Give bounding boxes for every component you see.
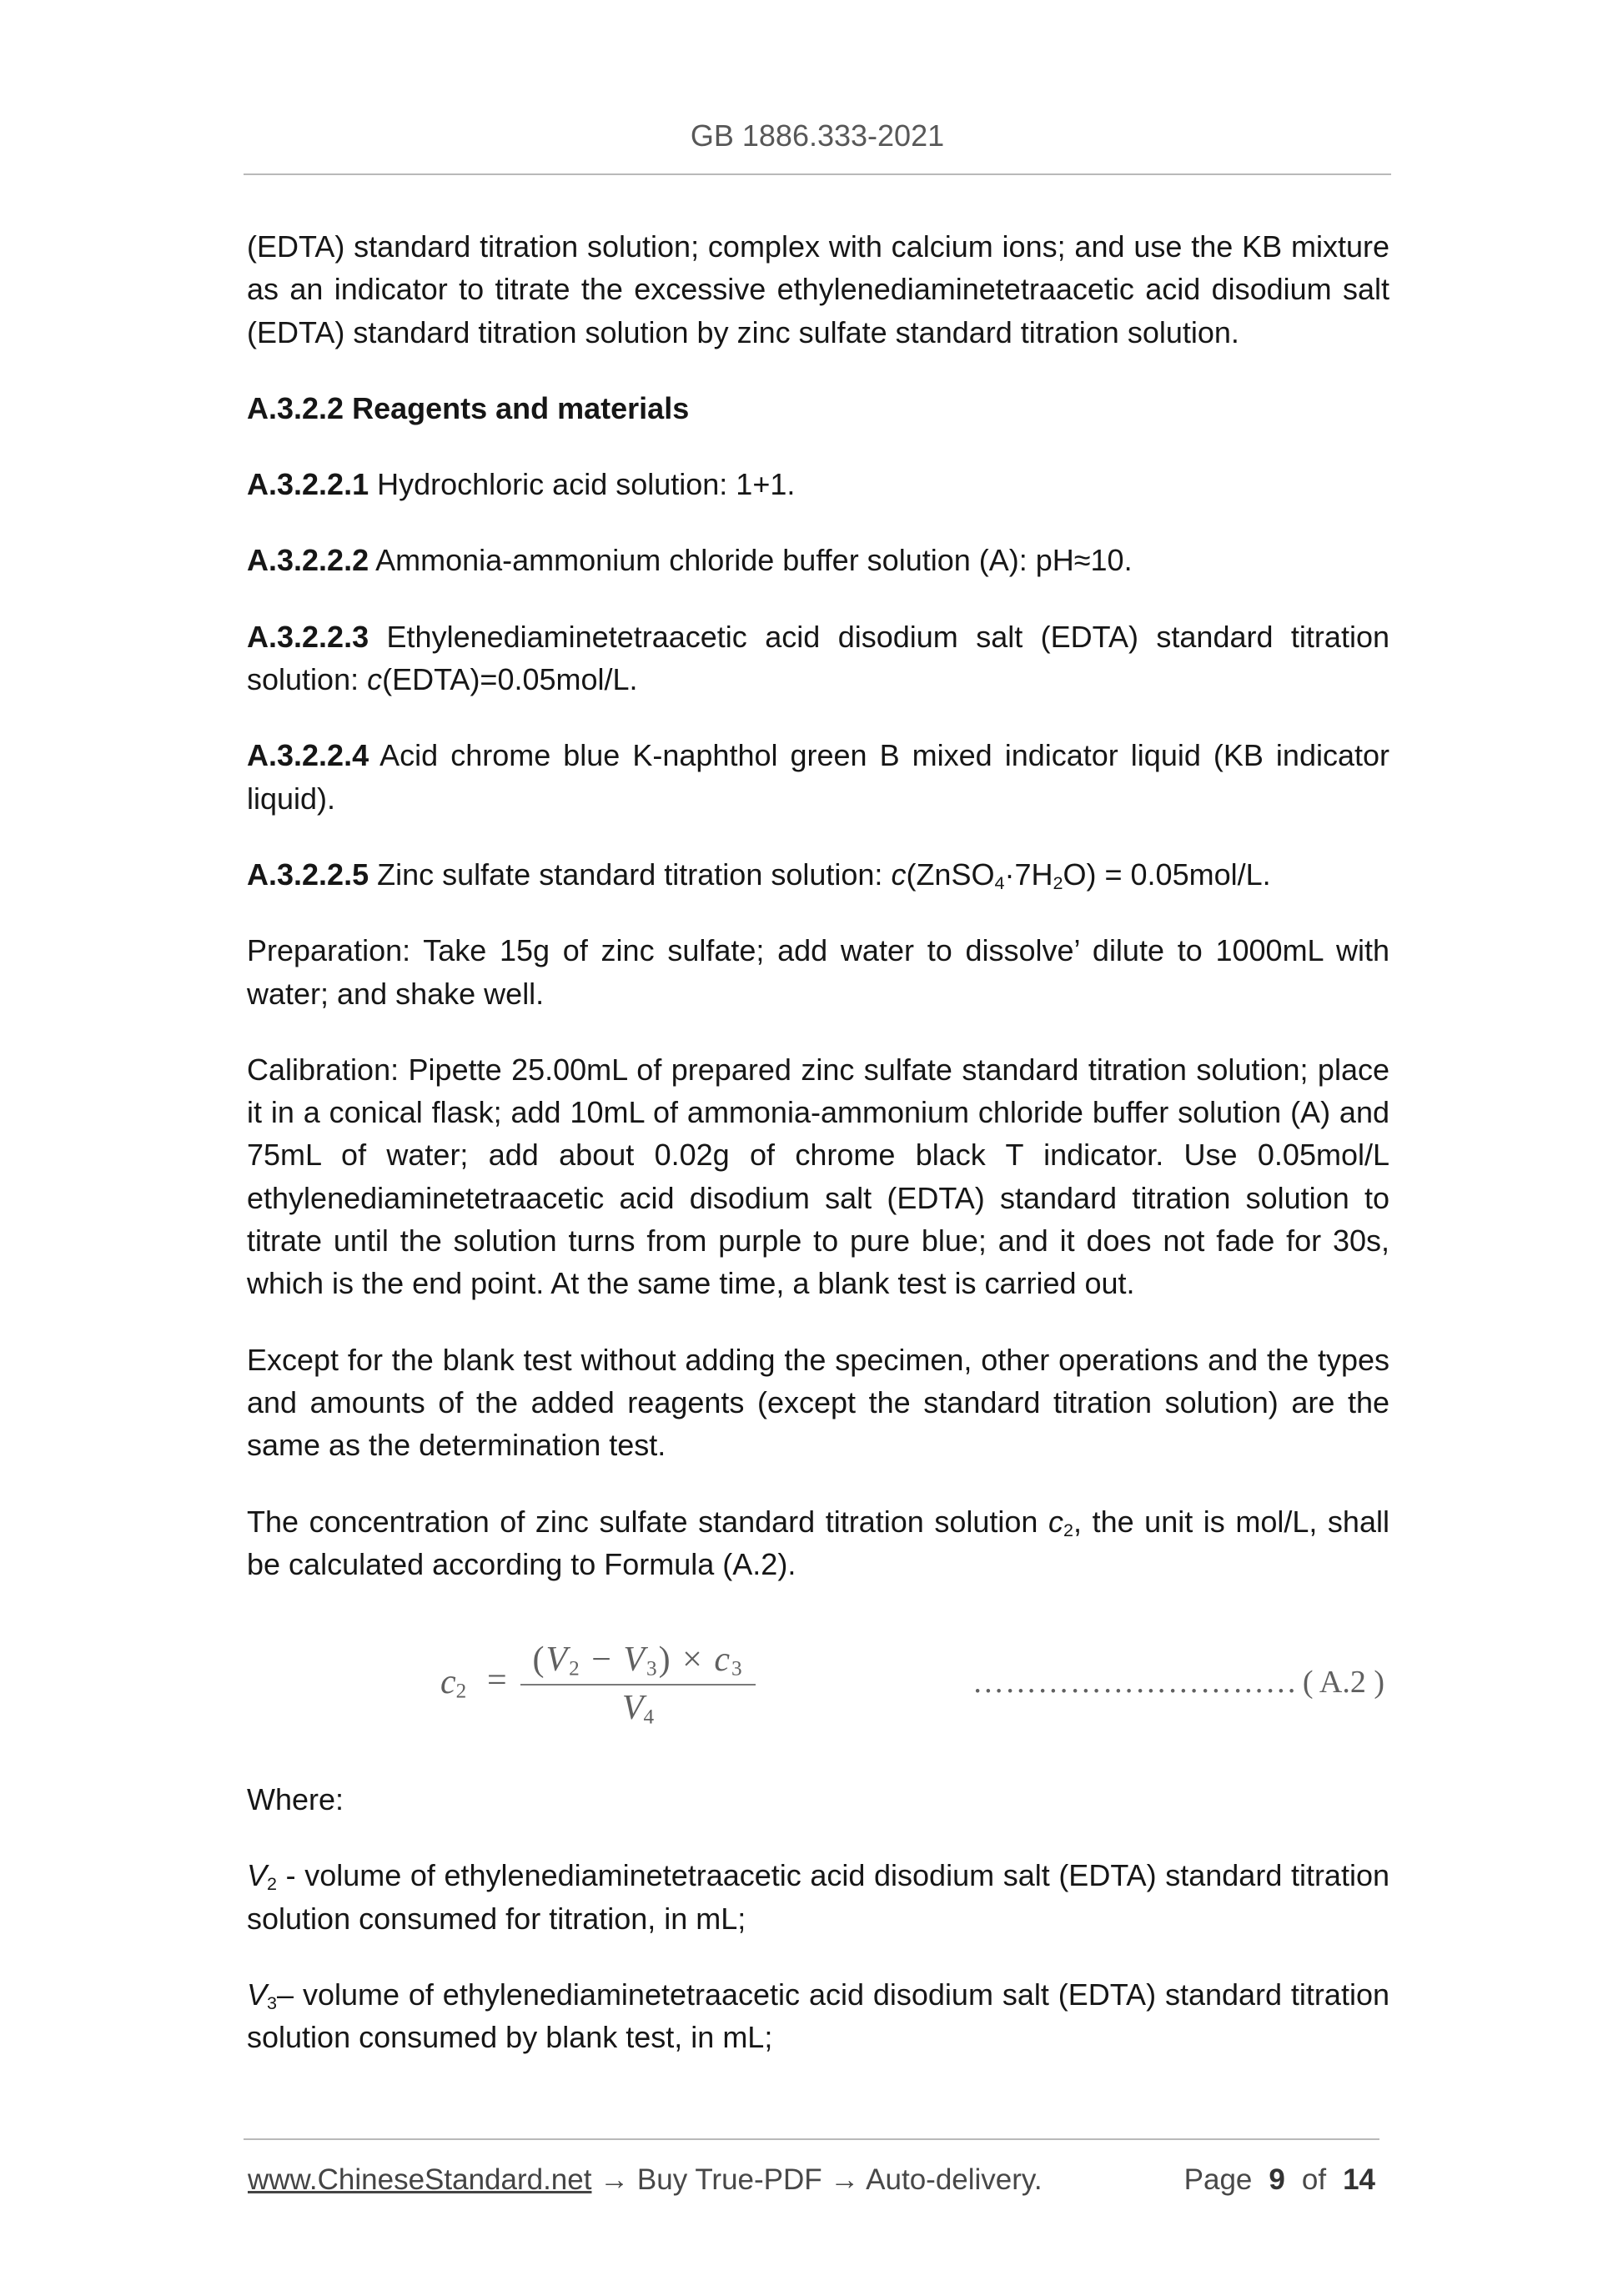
header-rule [244, 173, 1391, 175]
subscript: 3 [731, 1657, 744, 1681]
italic-variable: c [1048, 1504, 1063, 1539]
clause-text: Hydrochloric acid solution: 1+1. [377, 467, 796, 502]
subscript: 2 [267, 1873, 278, 1895]
italic-variable: c [891, 857, 907, 892]
formula-numerator [520, 1640, 756, 1679]
clause-text: Acid chrome blue K-naphthol green B mixed indicator liquid (KB indicator [379, 738, 1389, 773]
text-line: titrate until the solution turns from purple to pure blue; and it does not fade for 30s, [247, 1223, 1389, 1259]
text-line: as an indicator to titrate the excessive ethylenediaminetetraacetic acid disodium salt [247, 272, 1389, 307]
text-line: (EDTA) standard titration solution; complex with calcium ions; and use the KB mixture [247, 229, 1389, 264]
body-paragraph [247, 1048, 1389, 1305]
footer-promo [248, 2158, 1043, 2203]
text-line [247, 734, 1389, 776]
text-line: and amounts of the added reagents (except the standard titration solution) are the [247, 1384, 1389, 1419]
text-line: be calculated according to Formula (A.2). [247, 1546, 796, 1581]
document-header-id: GB 1886.333-2021 [690, 118, 945, 153]
website-link[interactable]: www.ChineseStandard.net [248, 2163, 592, 2196]
formula-minus: − [580, 1640, 624, 1680]
formula-fraction [520, 1619, 756, 1745]
fraction-bar [520, 1684, 756, 1686]
italic-variable: V [247, 1858, 268, 1893]
text-line: solution consumed for titration, in mL; [247, 1901, 746, 1936]
formula-text: O) = 0.05mol/L. [1063, 857, 1271, 892]
text-line [247, 463, 1389, 505]
clause-item [247, 539, 1389, 581]
body-paragraph [247, 1339, 1389, 1467]
body-paragraph [247, 1778, 1389, 1821]
formula-number [972, 1663, 1384, 1701]
italic-variable: V [247, 1977, 268, 2012]
page-of-label: of [1301, 2163, 1327, 2196]
clause-number: A.3.2.2.2 [247, 543, 369, 578]
current-page-number: 9 [1269, 2163, 1285, 2196]
formula-label: ( A.2 ) [1302, 1665, 1384, 1701]
subscript: 3 [267, 1992, 278, 2013]
paragraph-text: , the unit is mol/L, shall [1073, 1504, 1389, 1539]
subscript: 4 [994, 872, 1005, 893]
text-line [247, 1973, 1389, 2016]
body-paragraph [247, 225, 1389, 354]
italic-variable: V [623, 1640, 647, 1680]
text-line: liquid). [247, 781, 336, 816]
clause-number: A.3.2.2.3 [247, 619, 369, 654]
subscript: 2 [1063, 1519, 1074, 1540]
heading-text: A.3.2.2 Reagents and materials [247, 390, 690, 425]
page-label: Page [1183, 2163, 1253, 2196]
formula-text: (ZnSO [906, 857, 995, 892]
formula-times: × [671, 1640, 715, 1680]
text-line: same as the determination test. [247, 1428, 666, 1463]
definition-item [247, 1973, 1389, 2059]
subscript: 2 [455, 1680, 467, 1703]
subscript: 4 [643, 1706, 655, 1729]
clause-text: Ethylenediaminetetraacetic acid disodium salt (EDTA) standard titration [386, 619, 1389, 654]
formula-a2 [247, 1619, 1389, 1745]
text-line: Preparation: Take 15g of zinc sulfate; add water to dissolve’ dilute to 1000mL with [247, 933, 1389, 968]
formula-lhs [440, 1663, 466, 1701]
text-line [247, 1500, 1389, 1543]
text-line: (EDTA) standard titration solution by zinc sulfate standard titration solution. [247, 314, 1239, 349]
formula-denominator [520, 1689, 756, 1727]
text-line: ethylenediaminetetraacetic acid disodium salt (EDTA) standard titration solution to [247, 1180, 1389, 1215]
clause-item [247, 615, 1389, 701]
clause-item [247, 734, 1389, 820]
definition-text: – volume of ethylenediaminetetraacetic acid disodium salt (EDTA) standard titration [277, 1977, 1389, 2012]
clause-text: (EDTA)=0.05mol/L. [382, 662, 638, 697]
subscript: 3 [646, 1657, 659, 1681]
page-indicator [1184, 2158, 1375, 2203]
text-line [247, 1854, 1389, 1897]
text-line: Where: [247, 1782, 344, 1817]
text-line [247, 615, 1389, 658]
formula-text: ·7H [1004, 857, 1053, 892]
clause-item [247, 853, 1389, 896]
italic-variable: c [367, 662, 383, 697]
subscript: 2 [569, 1657, 581, 1681]
text-line [247, 853, 1389, 896]
clause-text: Ammonia-ammonium chloride buffer solution (A): pH≈10. [375, 543, 1133, 578]
body-paragraph [247, 1500, 1389, 1586]
total-pages-number: 14 [1343, 2163, 1375, 2196]
italic-variable: V [621, 1689, 644, 1728]
subscript: 2 [1053, 872, 1063, 893]
text-line [247, 658, 1389, 701]
section-heading [247, 387, 1389, 430]
text-line: solution consumed by blank test, in mL; [247, 2020, 773, 2055]
text-line: Calibration: Pipette 25.00mL of prepared zinc sulfate standard titration solution; place [247, 1052, 1389, 1087]
italic-variable: c [714, 1640, 731, 1680]
paragraph-text: The concentration of zinc sulfate standard titration solution [247, 1504, 1038, 1539]
text-line: which is the end point. At the same time, a blank test is carried out. [247, 1266, 1135, 1301]
formula-paren-open: ( [532, 1640, 546, 1680]
text-line: it in a conical flask; add 10mL of ammonia-ammonium chloride buffer solution (A) and [247, 1095, 1389, 1130]
footer-promo-text: → Buy True-PDF → Auto-delivery. [600, 2163, 1043, 2196]
text-line: water; and shake well. [247, 976, 545, 1011]
formula-equals-sign: = [487, 1661, 507, 1701]
text-line: Except for the blank test without adding the specimen, other operations and the types [247, 1342, 1389, 1377]
clause-number: A.3.2.2.5 [247, 857, 369, 892]
footer-rule [244, 2138, 1379, 2140]
italic-variable: V [545, 1640, 570, 1680]
clause-number: A.3.2.2.1 [247, 467, 369, 502]
definition-item [247, 1854, 1389, 1940]
formula-leader-dots: ………………………… [972, 1665, 1298, 1701]
text-line [247, 539, 1389, 581]
document-body [247, 225, 1389, 2093]
clause-number: A.3.2.2.4 [247, 738, 369, 773]
italic-variable: c [440, 1663, 456, 1702]
clause-text: Zinc sulfate standard titration solution: [377, 857, 883, 892]
clause-text: solution: [247, 662, 359, 697]
formula-paren-close: ) [658, 1640, 672, 1680]
body-paragraph [247, 929, 1389, 1015]
clause-item [247, 463, 1389, 505]
text-line: 75mL of water; add about 0.02g of chrome black T indicator. Use 0.05mol/L [247, 1138, 1389, 1173]
definition-text: - volume of ethylenediaminetetraacetic acid disodium salt (EDTA) standard titration [285, 1858, 1389, 1893]
